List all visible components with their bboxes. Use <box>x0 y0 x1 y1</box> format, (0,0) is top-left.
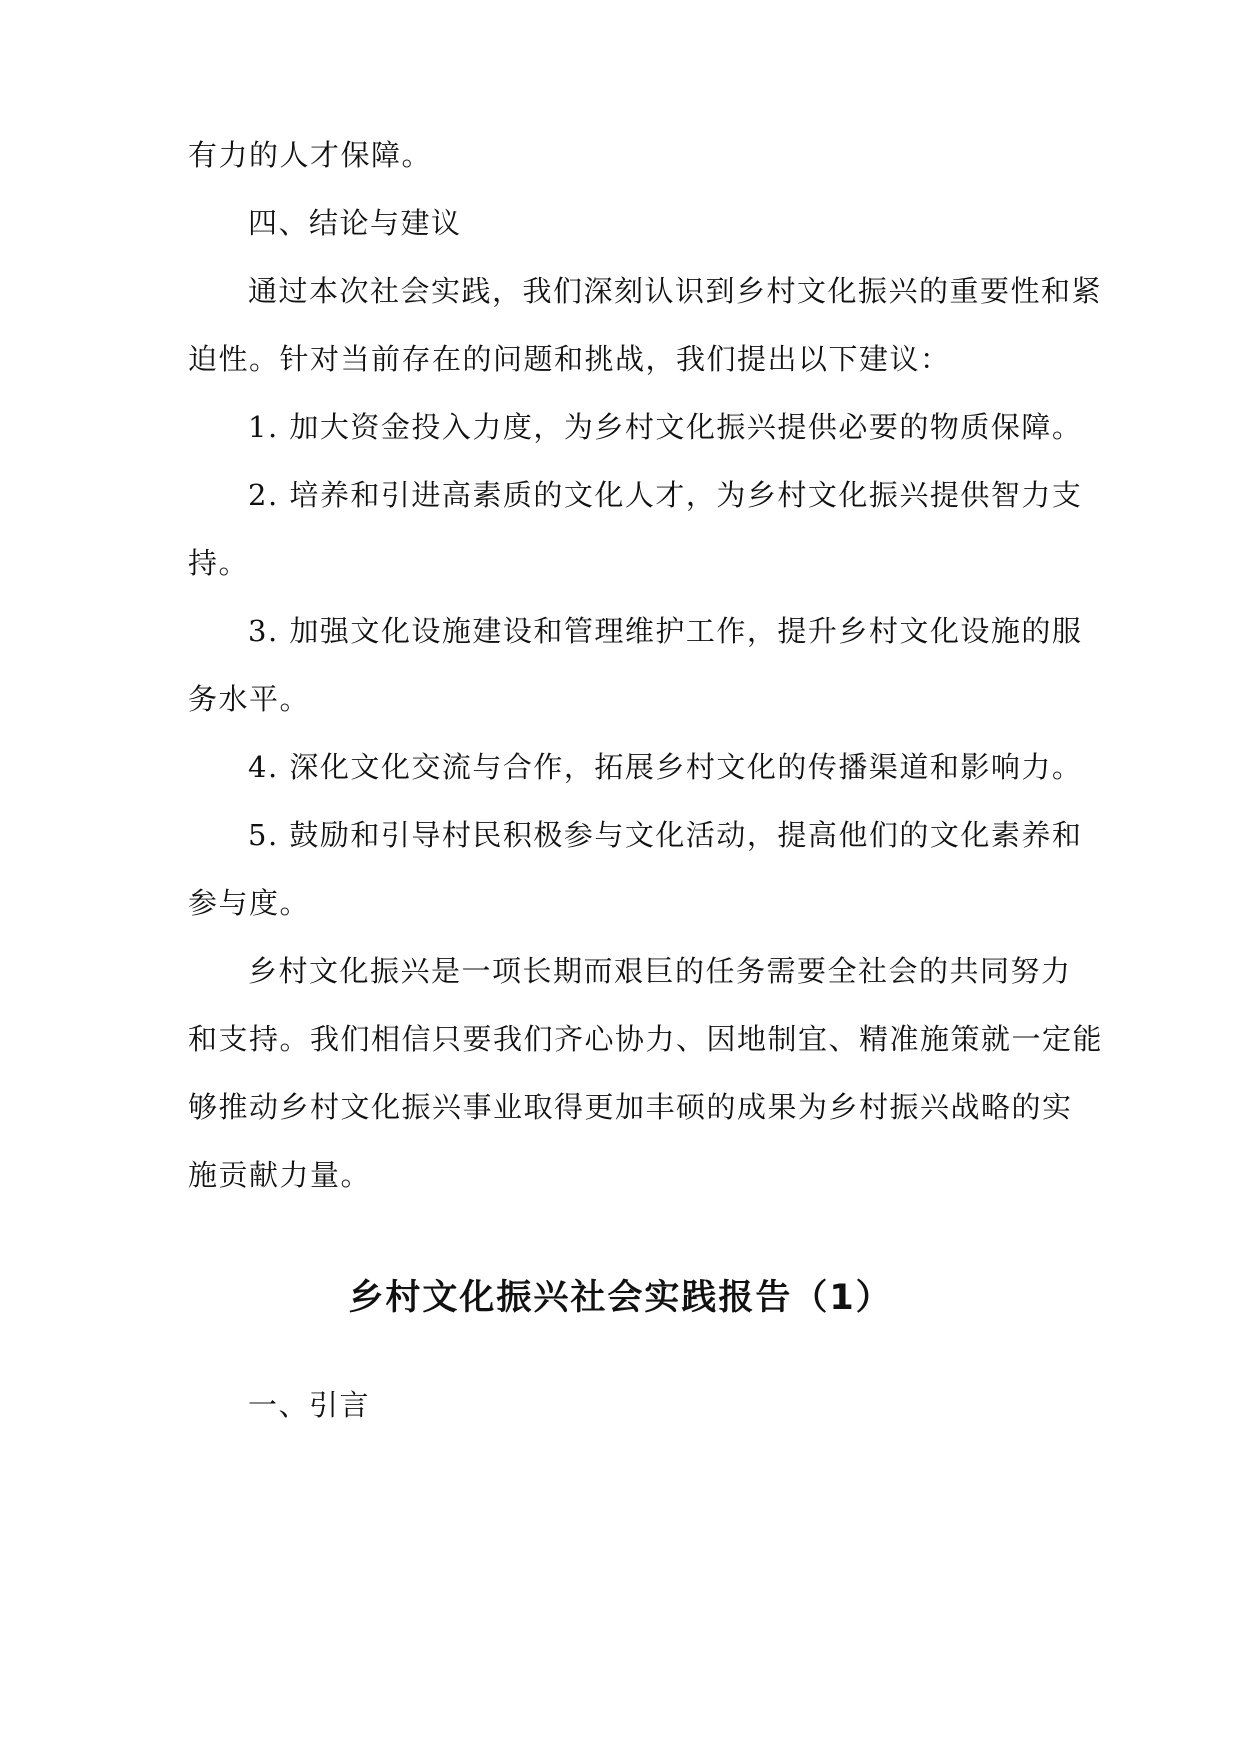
report-title: 乡村文化振兴社会实践报告（1） <box>348 1278 893 1318</box>
section-heading-conclusion: 四、结论与建议 <box>248 206 462 240</box>
list-item-5-continued: 参与度。 <box>188 886 311 920</box>
paragraph-line: 够推动乡村文化振兴事业取得更加丰硕的成果为乡村振兴战略的实 <box>188 1090 1073 1124</box>
list-item-3-continued: 务水平。 <box>188 682 311 716</box>
section-heading-intro: 一、引言 <box>248 1388 371 1422</box>
list-item-1: 1. 加大资金投入力度，为乡村文化振兴提供必要的物质保障。 <box>248 410 1083 444</box>
paragraph-line: 和支持。我们相信只要我们齐心协力、因地制宜、精准施策就一定能 <box>188 1022 1104 1056</box>
paragraph-line: 乡村文化振兴是一项长期而艰巨的任务需要全社会的共同努力 <box>248 954 1072 988</box>
list-item-2: 2. 培养和引进高素质的文化人才，为乡村文化振兴提供智力支 <box>248 478 1083 512</box>
paragraph-line: 通过本次社会实践，我们深刻认识到乡村文化振兴的重要性和紧 <box>248 274 1103 308</box>
list-item-2-continued: 持。 <box>188 546 250 580</box>
list-item-3: 3. 加强文化设施建设和管理维护工作，提升乡村文化设施的服 <box>248 614 1083 648</box>
paragraph-line: 有力的人才保障。 <box>188 138 433 172</box>
paragraph-line: 施贡献力量。 <box>188 1158 372 1192</box>
paragraph-line: 迫性。针对当前存在的问题和挑战，我们提出以下建议： <box>188 342 951 376</box>
list-item-5: 5. 鼓励和引导村民积极参与文化活动，提高他们的文化素养和 <box>248 818 1083 852</box>
list-item-4: 4. 深化文化交流与合作，拓展乡村文化的传播渠道和影响力。 <box>248 750 1083 784</box>
